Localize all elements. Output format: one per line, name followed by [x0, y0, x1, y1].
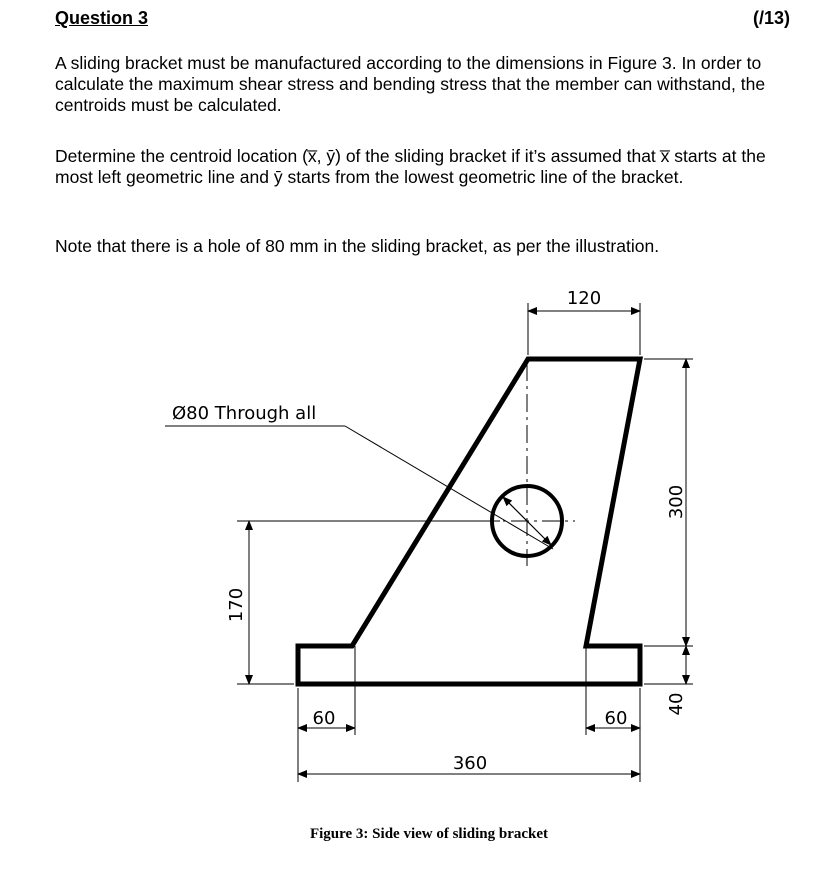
dim-left-foot-label: 60	[312, 708, 336, 729]
dim-right-base-label: 40	[666, 692, 687, 716]
question-paragraph-note: Note that there is a hole of 80 mm in the sliding bracket, as per the illustration.	[55, 236, 660, 256]
question-paragraph-task: Determine the centroid location (x̅, ȳ) of the sliding bracket if it’s assumed that x̅ starts at the most left geometric line and ȳ starts from the lowest geometric line of the bracket.	[55, 146, 766, 187]
dim-left-height-label: 170	[226, 587, 247, 623]
figure-caption: Figure 3: Side view of sliding bracket	[309, 826, 549, 842]
question-title: Question 3	[55, 8, 149, 28]
question-paragraph-intro: A sliding bracket must be manufactured according to the dimensions in Figure 3. In order to calculate the maximum shear stress and bending stress that the member can withstand, the centroids must be calculated.	[55, 53, 766, 115]
dim-right-height-label: 300	[666, 484, 687, 520]
question-marks: (/13)	[752, 8, 790, 28]
dim-total-width-label: 360	[452, 753, 488, 774]
hole-label: Ø80 Through all	[172, 403, 317, 424]
dim-top-label: 120	[566, 288, 602, 309]
dim-right-foot-label: 60	[604, 708, 628, 729]
